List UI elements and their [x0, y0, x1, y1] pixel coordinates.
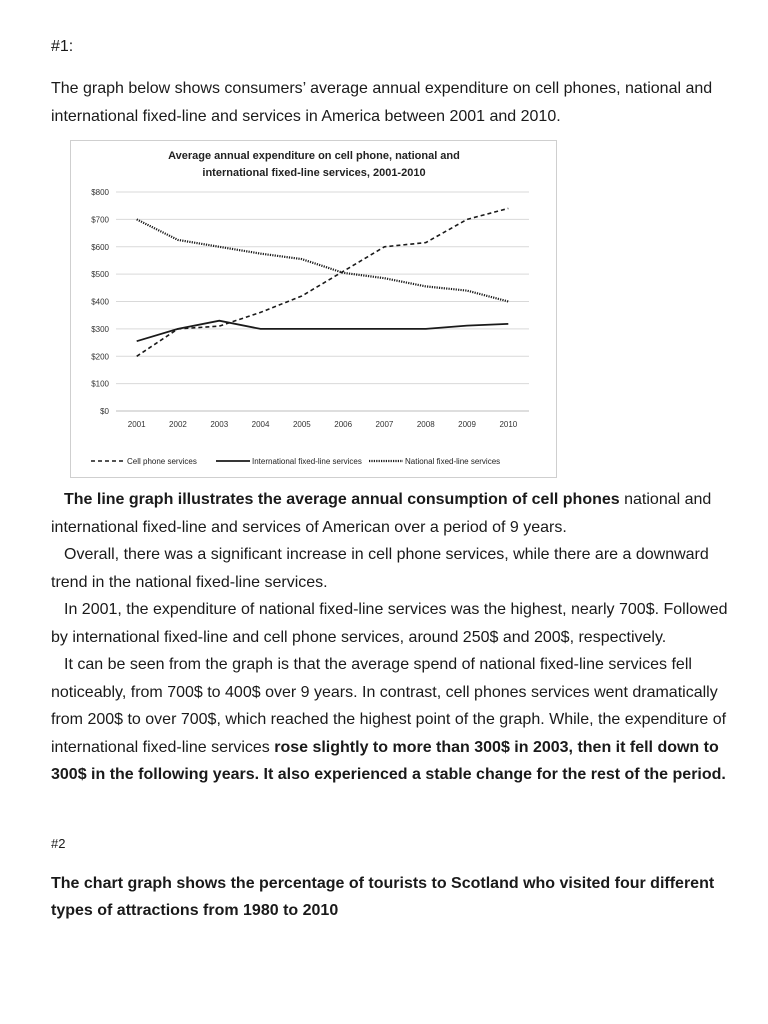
line-chart-svg	[71, 141, 556, 477]
legend-label: International fixed-line services	[252, 457, 362, 466]
question-2: The chart graph shows the percentage of tourists to Scotland who visited four different types of attractions from 1980 to 2010	[51, 875, 715, 919]
essay-p4-text: It can be seen from the graph is that the average spend of national fixed-line services fell noticeably, from 700$ to 400$ over 9 years. In contrast, cell phones services went dramatically from 200$ to over 700$, which reached the highest point of the graph. While, the expenditure of international fixed-line services	[51, 656, 727, 756]
intro-paragraph: The graph below shows consumers’ average annual expenditure on cell phones, national and international fixed-line and services in America between 2001 and 2010.	[51, 80, 713, 125]
x-tick-label: 2010	[499, 420, 518, 429]
essay-p4-bold: rose slightly to more than 300$ in 2003, then it fell down to 300$ in the following years. It also experienced a stable change for the rest of the period.	[51, 738, 726, 783]
x-tick-label: 2001	[127, 420, 146, 429]
x-tick-label: 2009	[458, 420, 476, 429]
x-tick-label: 2008	[416, 420, 435, 429]
x-tick-label: 2004	[251, 420, 270, 429]
essay-paragraph-4	[51, 651, 741, 789]
x-tick-label: 2006	[334, 420, 353, 429]
legend-label: Cell phone services	[127, 457, 197, 466]
section-heading-2: #2	[51, 836, 66, 851]
line-chart	[70, 140, 557, 478]
x-tick-label: 2003	[210, 420, 229, 429]
y-tick-label: $600	[91, 242, 109, 252]
essay-paragraph-3: In 2001, the expenditure of national fixed-line services was the highest, nearly 700$. Followed by international fixed-line and cell phone services, around 250$ and 200$, respectively.	[51, 601, 728, 646]
essay-paragraph-2: Overall, there was a significant increase in cell phone services, while there are a downward trend in the national fixed-line services.	[51, 546, 709, 591]
essay-p1-bold: The line graph illustrates the average annual consumption of cell phones	[64, 491, 620, 508]
essay-p1-rest: national and international fixed-line and services of American over a period of 9 years.	[51, 491, 712, 536]
essay	[51, 486, 741, 789]
y-tick-label: $700	[91, 215, 109, 225]
x-tick-label: 2002	[169, 420, 187, 429]
x-tick-label: 2007	[375, 420, 394, 429]
essay-paragraph-1	[51, 486, 741, 541]
legend-label: National fixed-line services	[405, 457, 501, 466]
y-tick-label: $500	[91, 270, 109, 280]
y-tick-label: $800	[91, 188, 109, 197]
section-heading-1: #1:	[51, 38, 74, 55]
chart-title-line-1: Average annual expenditure on cell phone, national and	[168, 150, 460, 162]
y-tick-label: $300	[91, 324, 109, 334]
x-tick-label: 2005	[292, 420, 311, 429]
y-tick-label: $0	[100, 407, 109, 416]
y-tick-label: $400	[91, 297, 109, 307]
chart-title-line-2: international fixed-line services, 2001-2010	[202, 167, 426, 179]
y-tick-label: $100	[91, 379, 109, 389]
y-tick-label: $200	[91, 352, 109, 362]
series-line-cell-phone-services	[137, 208, 509, 356]
series-line-international-fixed-line-services	[137, 321, 509, 342]
series-line-national-fixed-line-services	[137, 219, 509, 301]
